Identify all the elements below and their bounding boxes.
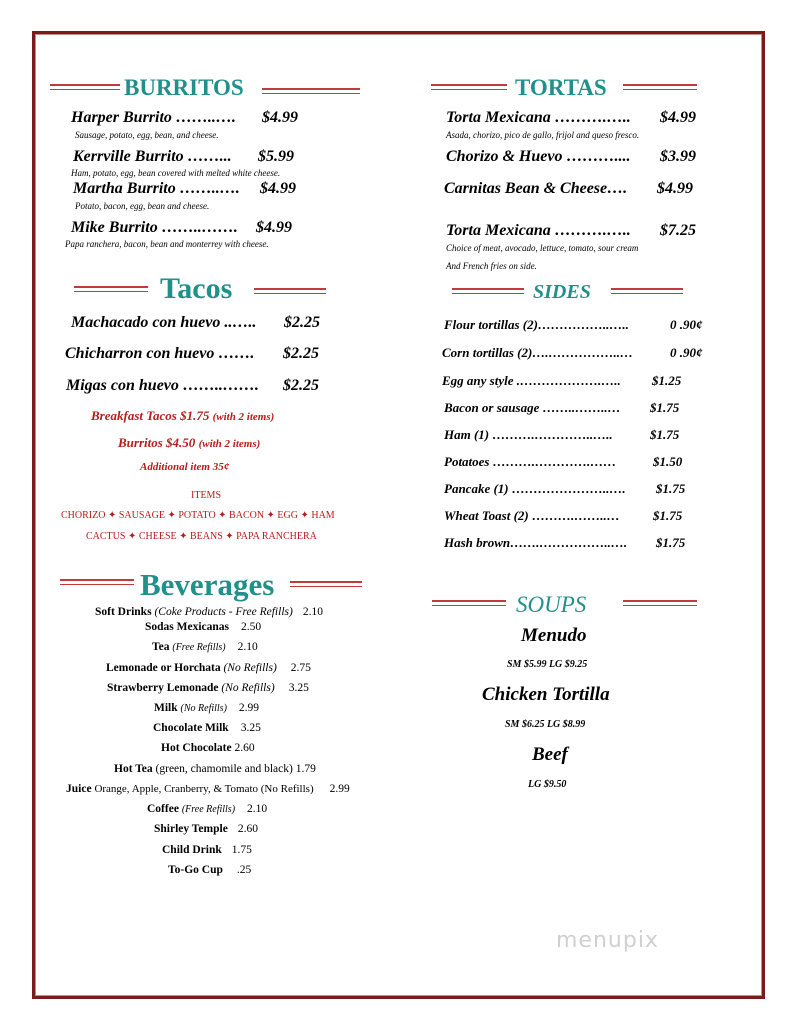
- menu-item-description: Potato, bacon, egg, bean and cheese.: [75, 201, 210, 211]
- side-item-price: $1.75: [656, 481, 686, 496]
- tortas-heading: TORTAS: [515, 75, 607, 100]
- side-item-price: $1.75: [650, 427, 680, 442]
- menu-item-name: Torta Mexicana ……….…..: [446, 109, 631, 126]
- menu-item-description: Papa ranchera, bacon, bean and monterrey with cheese.: [65, 239, 269, 249]
- side-item-price: $1.50: [653, 454, 683, 469]
- menu-item-name: Kerrville Burrito ……...: [73, 148, 232, 165]
- menu-item-price: $4.99: [256, 219, 292, 236]
- items-title: ITEMS: [191, 490, 221, 501]
- beverage-item: Sodas Mexicanas 2.50: [145, 621, 262, 633]
- menu-item-name: Migas con huevo ……..…….: [66, 377, 259, 394]
- menu-item-description: Ham, potato, egg, bean covered with melted white cheese.: [71, 168, 281, 178]
- menu-item-price: $2.25: [283, 345, 319, 362]
- heading-rule: [290, 581, 362, 587]
- heading-rule: [431, 84, 507, 90]
- breakfast-burritos-label: Burritos $4.50 (with 2 items): [118, 435, 261, 450]
- side-item-price: $1.75: [653, 508, 683, 523]
- additional-item-label: Additional item 35¢: [140, 461, 230, 473]
- breakfast-tacos-label: Breakfast Tacos $1.75 (with 2 items): [91, 408, 275, 423]
- heading-rule: [623, 600, 697, 606]
- menu-item-name: Chicharron con huevo …….: [65, 345, 255, 362]
- beverage-item: Hot Chocolate 2.60: [161, 742, 255, 754]
- heading-rule: [254, 288, 326, 294]
- heading-rule: [74, 286, 148, 292]
- beverages-heading: Beverages: [140, 567, 275, 602]
- menu-item-price: $5.99: [258, 148, 294, 165]
- side-item-name: Ham (1) ……….…………..…..: [444, 427, 613, 442]
- menu-item-description: Sausage, potato, egg, bean, and cheese.: [75, 130, 219, 140]
- heading-rule: [623, 84, 697, 90]
- side-item-name: Hash brown…….……………..….: [444, 535, 628, 550]
- side-item-name: Potatoes ……….………….……: [444, 454, 617, 469]
- side-item-price: 0 .90¢: [670, 317, 703, 332]
- menu-item-price: $4.99: [660, 109, 696, 126]
- beverage-item: Milk (No Refills) 2.99: [154, 702, 260, 714]
- menu-item-price: $4.99: [262, 109, 298, 126]
- beverage-item: Shirley Temple 2.60: [154, 823, 258, 835]
- beverage-item: Hot Tea (green, chamomile and black) 1.79: [114, 763, 316, 775]
- heading-rule: [60, 579, 134, 585]
- menu-item-name: Harper Burrito ……..….: [71, 109, 236, 126]
- side-item-price: $1.25: [652, 373, 682, 388]
- menu-item-name: Machacado con huevo ..…..: [71, 314, 257, 331]
- menu-item-price: $4.99: [260, 180, 296, 197]
- soup-name: Chicken Tortilla: [482, 684, 610, 705]
- menu-item-price: $3.99: [660, 148, 696, 165]
- heading-rule: [50, 84, 120, 90]
- tacos-heading: Tacos: [160, 272, 233, 305]
- menu-item-price: $7.25: [660, 222, 696, 239]
- burritos-heading: BURRITOS: [124, 75, 244, 100]
- menu-item-name: Torta Mexicana ……….…..: [446, 222, 631, 239]
- side-item-name: Corn tortillas (2)….……………..…: [442, 345, 634, 360]
- soup-prices: LG $9.50: [528, 779, 567, 790]
- heading-rule: [611, 288, 683, 294]
- beverage-item: Strawberry Lemonade (No Refills) 3.25: [107, 682, 309, 694]
- beverage-item: To-Go Cup .25: [168, 864, 252, 876]
- beverage-item: Juice Orange, Apple, Cranberry, & Tomato (No Refills) 2.99: [66, 783, 350, 795]
- items-line: CACTUS ✦ CHEESE ✦ BEANS ✦ PAPA RANCHERA: [86, 531, 317, 542]
- beverage-item: Soft Drinks (Coke Products - Free Refills) 2.10: [95, 606, 323, 618]
- menu-item-name: Chorizo & Huevo ………....: [446, 148, 631, 165]
- soup-prices: SM $6.25 LG $8.99: [505, 719, 586, 730]
- side-item-price: $1.75: [656, 535, 686, 550]
- side-item-name: Bacon or sausage ……..……..…: [444, 400, 621, 415]
- side-item-name: Wheat Toast (2) ……….……..…: [444, 508, 620, 523]
- menu-item-name: Martha Burrito ……..….: [73, 180, 240, 197]
- beverage-item: Coffee (Free Refills) 2.10: [147, 803, 268, 815]
- side-item-price: $1.75: [650, 400, 680, 415]
- heading-rule: [262, 88, 360, 94]
- heading-rule: [452, 288, 524, 294]
- beverage-item: Lemonade or Horchata (No Refills) 2.75: [106, 662, 311, 674]
- sides-heading: SIDES: [533, 281, 591, 303]
- menu-item-price: $4.99: [657, 180, 693, 197]
- beverage-item: Child Drink 1.75: [162, 844, 252, 856]
- soup-name: Beef: [532, 744, 568, 765]
- side-item-name: Pancake (1) …………………..….: [444, 481, 626, 496]
- soup-name: Menudo: [521, 625, 587, 646]
- soups-heading: SOUPS: [516, 592, 587, 617]
- items-line: CHORIZO ✦ SAUSAGE ✦ POTATO ✦ BACON ✦ EGG ✦ HAM: [61, 510, 335, 521]
- menu-item-name: Carnitas Bean & Cheese….: [444, 180, 628, 197]
- side-item-name: Flour tortillas (2)……………..…..: [444, 317, 629, 332]
- side-item-price: 0 .90¢: [670, 345, 703, 360]
- soup-prices: SM $5.99 LG $9.25: [507, 659, 588, 670]
- menu-item-description: Asada, chorizo, pico de gallo, frijol and queso fresco.: [446, 130, 640, 140]
- beverage-item: Chocolate Milk 3.25: [153, 722, 261, 734]
- menu-item-name: Mike Burrito ……..…….: [71, 219, 238, 236]
- beverage-item: Tea (Free Refills) 2.10: [152, 641, 258, 653]
- menu-item-price: $2.25: [284, 314, 320, 331]
- menu-item-price: $2.25: [283, 377, 319, 394]
- menu-item-description: Choice of meat, avocado, lettuce, tomato, sour cream: [446, 243, 639, 253]
- menu-item-description: And French fries on side.: [446, 261, 537, 271]
- side-item-name: Egg any style .……………….…..: [442, 373, 621, 388]
- watermark-logo: menupix: [556, 928, 659, 953]
- heading-rule: [432, 600, 506, 606]
